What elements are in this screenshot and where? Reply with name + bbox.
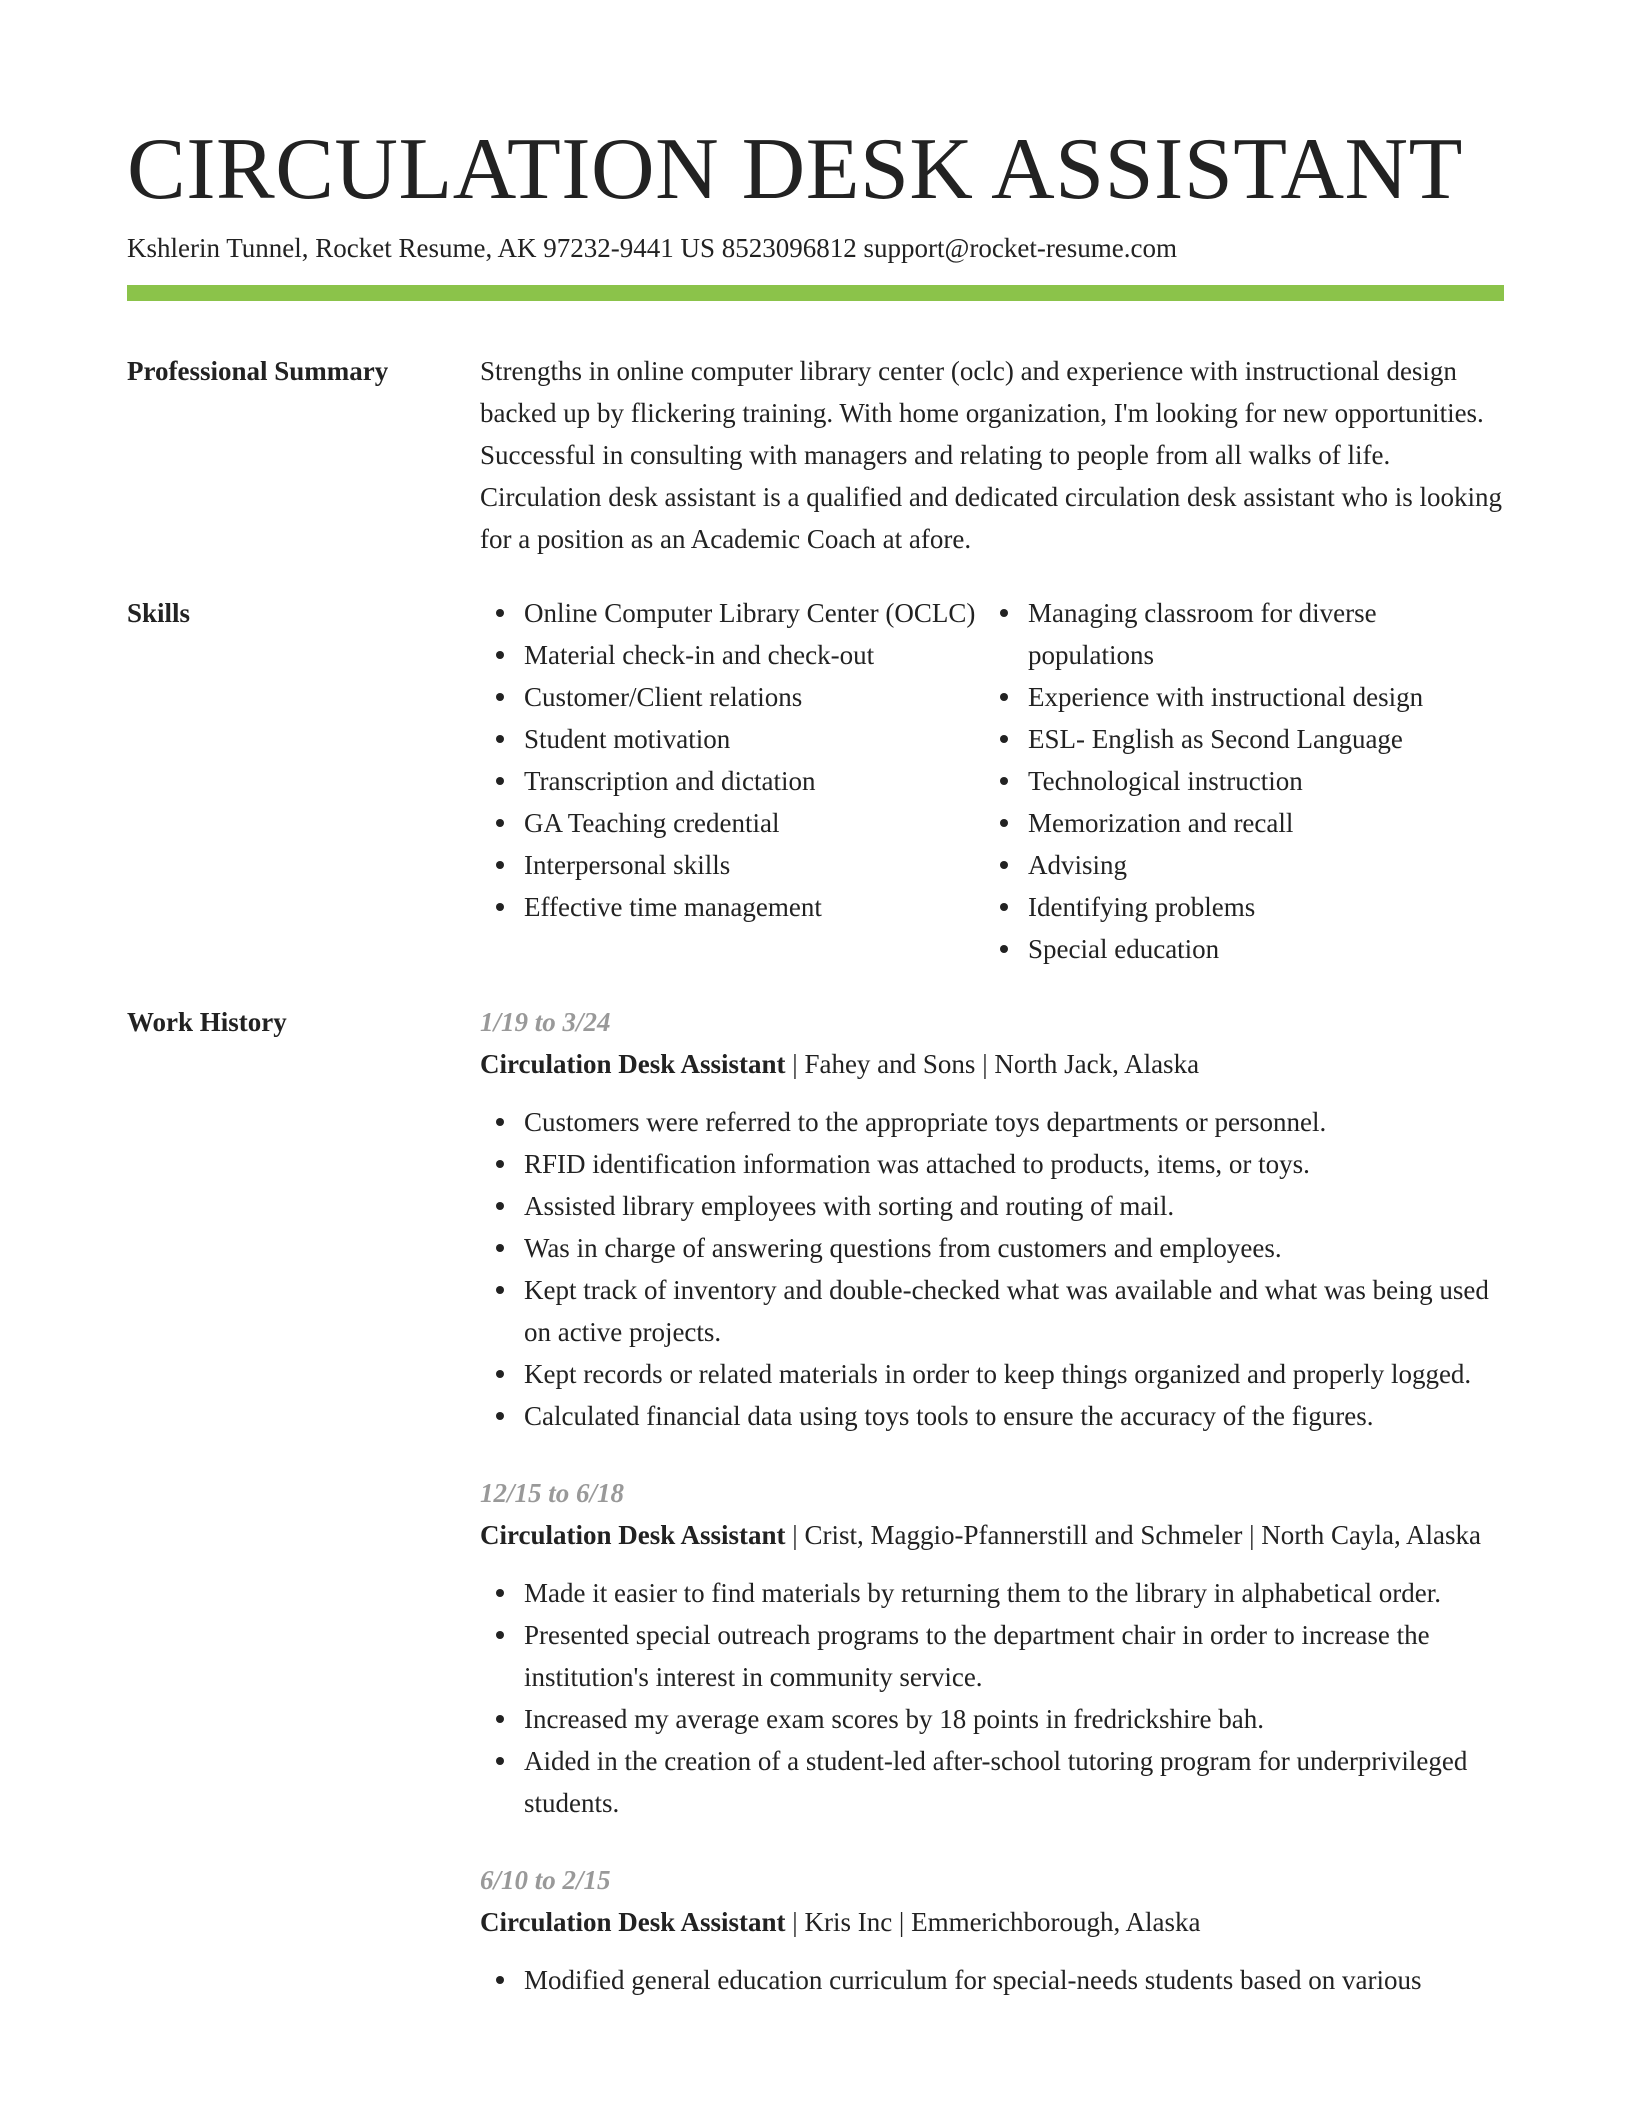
- skills-column-left: [480, 592, 984, 970]
- skill-item: Effective time management: [524, 886, 984, 928]
- skill-item: Managing classroom for diverse populations: [1028, 592, 1488, 676]
- skill-item: Student motivation: [524, 718, 984, 760]
- job-bullet: Was in charge of answering questions from customers and employees.: [524, 1227, 1504, 1269]
- job-entry: [480, 1472, 1504, 1824]
- summary-text: Strengths in online computer library center (oclc) and experience with instructional design backed up by flickering training. With home organization, I'm looking for new opportunities. Successful in consulting with managers and relating to people from all walks of life. Circulation desk assistant is a qualified and dedicated circulation desk assistant who is looking for a position as an Academic Coach at afore.: [480, 356, 1503, 554]
- job-bullet: RFID identification information was attached to products, items, or toys.: [524, 1143, 1504, 1185]
- job-bullet: Made it easier to find materials by returning them to the library in alphabetical order.: [524, 1572, 1504, 1614]
- skill-item: Material check-in and check-out: [524, 634, 984, 676]
- job-bullet: Aided in the creation of a student-led after-school tutoring program for underprivileged students.: [524, 1740, 1504, 1824]
- skill-item: ESL- English as Second Language: [1028, 718, 1488, 760]
- skill-item: Transcription and dictation: [524, 760, 984, 802]
- job-bullets: [480, 1101, 1504, 1437]
- skill-item: Experience with instructional design: [1028, 676, 1488, 718]
- skill-item: Online Computer Library Center (OCLC): [524, 592, 984, 634]
- contact-line: Kshlerin Tunnel, Rocket Resume, AK 97232-9441 US 8523096812 support@rocket-resume.com: [127, 233, 1178, 263]
- job-heading: [480, 1043, 1504, 1085]
- job-bullets: [480, 1959, 1504, 2001]
- resume-title: CIRCULATION DESK ASSISTANT: [127, 121, 1463, 218]
- skill-item: GA Teaching credential: [524, 802, 984, 844]
- work-history-body: [480, 1001, 1504, 2036]
- job-heading: [480, 1901, 1504, 1943]
- skill-item: Special education: [1028, 928, 1488, 970]
- job-bullet: Kept track of inventory and double-checked what was available and what was being used on active projects.: [524, 1269, 1504, 1353]
- skills-column-right: [984, 592, 1488, 970]
- skill-item: Technological instruction: [1028, 760, 1488, 802]
- job-bullet: Increased my average exam scores by 18 points in fredrickshire bah.: [524, 1698, 1504, 1740]
- job-title: Circulation Desk Assistant: [480, 1049, 786, 1079]
- job-bullet: Calculated financial data using toys tools to ensure the accuracy of the figures.: [524, 1395, 1504, 1437]
- summary-label: Professional Summary: [127, 356, 389, 386]
- work-history-label: Work History: [127, 1007, 287, 1037]
- job-details: | Fahey and Sons | North Jack, Alaska: [785, 1049, 1200, 1079]
- job-bullet: Customers were referred to the appropriate toys departments or personnel.: [524, 1101, 1504, 1143]
- skill-item: Customer/Client relations: [524, 676, 984, 718]
- job-heading: [480, 1514, 1504, 1556]
- job-bullet: Presented special outreach programs to the department chair in order to increase the institution's interest in community service.: [524, 1614, 1504, 1698]
- accent-divider: [127, 285, 1504, 301]
- job-entry: [480, 1001, 1504, 1437]
- summary-body: [480, 350, 1504, 560]
- job-bullets: [480, 1572, 1504, 1824]
- job-date: 1/19 to 3/24: [480, 1007, 611, 1037]
- job-details: | Kris Inc | Emmerichborough, Alaska: [785, 1907, 1201, 1937]
- job-entry: [480, 1859, 1504, 2001]
- job-title: Circulation Desk Assistant: [480, 1520, 786, 1550]
- job-bullet: Kept records or related materials in order to keep things organized and properly logged.: [524, 1353, 1504, 1395]
- skill-item: Identifying problems: [1028, 886, 1488, 928]
- job-bullet: Assisted library employees with sorting and routing of mail.: [524, 1185, 1504, 1227]
- job-date: 12/15 to 6/18: [480, 1478, 625, 1508]
- job-title: Circulation Desk Assistant: [480, 1907, 786, 1937]
- skill-item: Memorization and recall: [1028, 802, 1488, 844]
- skill-item: Advising: [1028, 844, 1488, 886]
- skills-body: [480, 592, 1504, 970]
- skills-label: Skills: [127, 598, 191, 628]
- job-details: | Crist, Maggio-Pfannerstill and Schmeler | North Cayla, Alaska: [785, 1520, 1481, 1550]
- skill-item: Interpersonal skills: [524, 844, 984, 886]
- job-bullet: Modified general education curriculum for special-needs students based on various: [524, 1959, 1504, 2001]
- job-date: 6/10 to 2/15: [480, 1865, 611, 1895]
